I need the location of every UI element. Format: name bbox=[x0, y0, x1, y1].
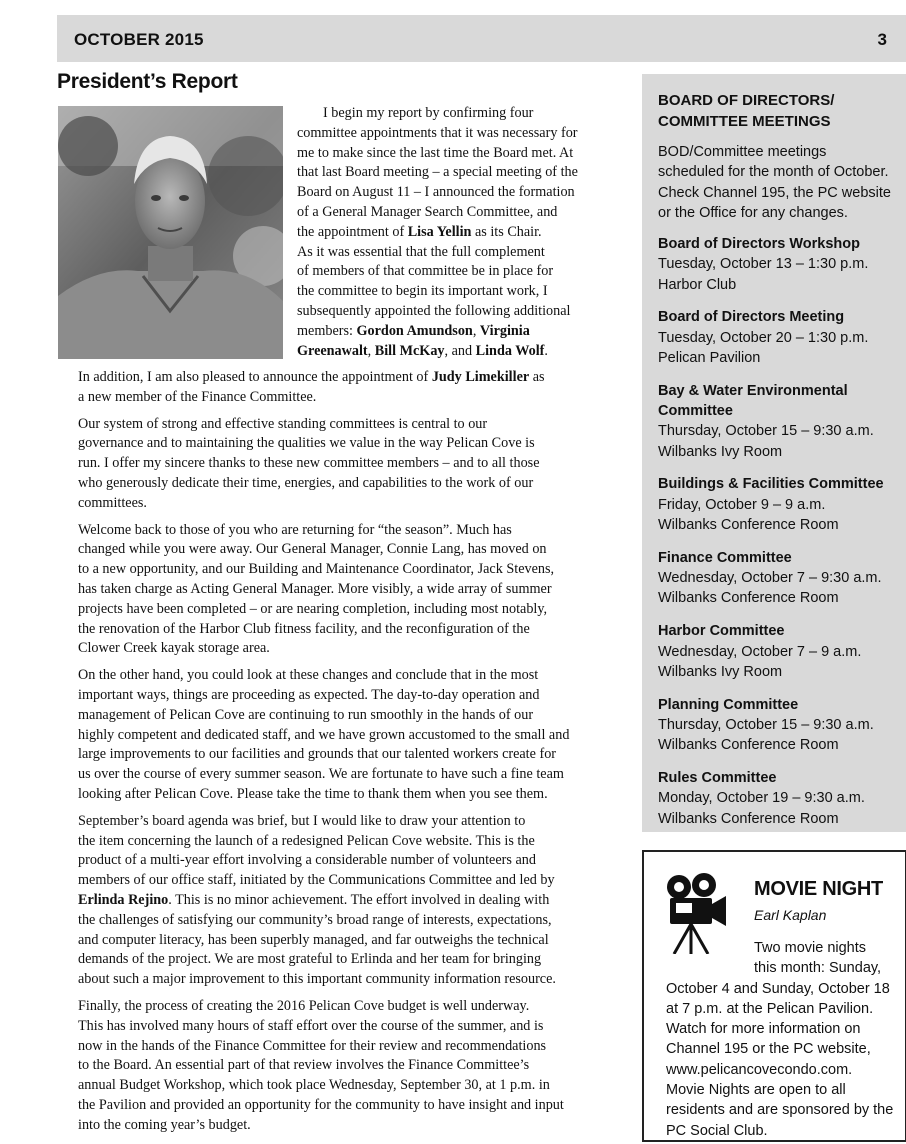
sidebar-title-line: COMMITTEE MEETINGS bbox=[658, 113, 831, 130]
body-line bbox=[57, 540, 627, 560]
meeting-time: Tuesday, October 13 – 1:30 p.m. bbox=[658, 256, 869, 273]
text-run: demands of the project. We are most grateful to Erlinda and her team for bringing bbox=[78, 951, 542, 968]
meeting-location: Harbor Club bbox=[658, 276, 737, 293]
meeting-name: Planning Committee bbox=[658, 696, 799, 713]
bold-name: Lisa Yellin bbox=[407, 223, 472, 240]
text-run: projects have been completed – or are nearing completion, including most notably, bbox=[78, 600, 548, 617]
bold-name: Linda Wolf bbox=[475, 342, 545, 359]
sidebar-title bbox=[658, 90, 834, 132]
body-line bbox=[57, 474, 627, 494]
body-line bbox=[57, 931, 627, 951]
body-line bbox=[57, 911, 627, 931]
intro-line bbox=[297, 262, 627, 282]
meeting-location: Pelican Pavilion bbox=[658, 349, 761, 366]
meeting-location: Wilbanks Conference Room bbox=[658, 810, 839, 827]
meeting-name: Board of Directors Workshop bbox=[658, 236, 860, 252]
body-line bbox=[57, 706, 627, 726]
sidebar-intro-line: or the Office for any changes. bbox=[658, 204, 848, 221]
body-paragraph bbox=[57, 812, 627, 990]
body-line bbox=[57, 726, 627, 746]
text-run: highly competent and dedicated staff, and we have grown accustomed to the small and bbox=[78, 726, 570, 743]
sidebar-intro-line: Check Channel 195, the PC website bbox=[658, 184, 891, 201]
bold-name: Gordon Amundson bbox=[356, 322, 473, 339]
text-run: members: bbox=[297, 322, 357, 339]
meeting-time: Wednesday, October 7 – 9 a.m. bbox=[658, 643, 862, 660]
text-run: committees. bbox=[78, 494, 147, 511]
meeting-time: Friday, October 9 – 9 a.m. bbox=[658, 496, 826, 513]
meeting-item bbox=[658, 621, 884, 682]
text-run: us over the course of every summer season. We are fortunate to have such a fine team bbox=[78, 766, 564, 783]
text-run: the item concerning the launch of a redesigned Pelican Cove website. This is the bbox=[78, 832, 535, 849]
bold-name: Erlinda Rejino bbox=[78, 891, 169, 908]
sidebar-intro bbox=[658, 142, 891, 223]
body-line bbox=[57, 1076, 627, 1096]
text-run: As it was essential that the full complement bbox=[297, 243, 545, 260]
body-line bbox=[57, 560, 627, 580]
text-run: important ways, things are proceeding as expected. The day-to-day operation and bbox=[78, 686, 540, 703]
text-run: . This is no minor achievement. The effort involved in dealing with bbox=[168, 891, 550, 908]
bold-name: Judy Limekiller bbox=[431, 369, 530, 385]
body-line bbox=[57, 785, 627, 805]
text-run: members of our office staff, initiated by the Communications Committee and led by bbox=[78, 872, 555, 889]
text-run: management of Pelican Cove are continuing to run smoothly in the hands of our bbox=[78, 706, 534, 723]
body-line bbox=[57, 639, 627, 659]
body-line bbox=[57, 521, 627, 541]
meeting-location: Wilbanks Conference Room bbox=[658, 590, 839, 607]
body-paragraph bbox=[57, 368, 627, 408]
article-intro bbox=[297, 104, 627, 361]
meeting-item bbox=[658, 768, 884, 829]
intro-line bbox=[297, 282, 627, 302]
text-run: the appointment of bbox=[297, 223, 408, 240]
body-line bbox=[57, 368, 627, 388]
intro-line bbox=[297, 302, 627, 322]
text-run: , bbox=[367, 342, 375, 359]
meeting-item bbox=[658, 234, 884, 295]
text-run: looking after Pelican Cove. Please take the time to thank them when you see them. bbox=[78, 785, 548, 802]
intro-line bbox=[297, 342, 627, 362]
text-run: as its Chair. bbox=[471, 223, 542, 240]
meeting-time: Tuesday, October 20 – 1:30 p.m. bbox=[658, 329, 869, 346]
meeting-location: Wilbanks Conference Room bbox=[658, 517, 839, 534]
body-line bbox=[57, 832, 627, 852]
movie-night-box bbox=[642, 850, 906, 1142]
body-line bbox=[57, 1056, 627, 1076]
text-run: about such a major improvement to this important community information resource. bbox=[78, 971, 556, 988]
movie-night-text bbox=[666, 938, 902, 1141]
movie-text-line: www.pelicancovecondo.com. bbox=[666, 1061, 853, 1078]
bold-name: Greenawalt bbox=[297, 342, 368, 359]
body-line bbox=[57, 1096, 627, 1116]
body-paragraph bbox=[57, 666, 627, 805]
meeting-item bbox=[658, 381, 884, 462]
text-run: a new member of the Finance Committee. bbox=[78, 388, 317, 405]
intro-line bbox=[297, 223, 627, 243]
text-run: governance and to maintaining the qualities we value in the way Pelican Cove is bbox=[78, 435, 535, 452]
text-run: the renovation of the Harbor Club fitness facility, and the reconfiguration of the bbox=[78, 620, 530, 637]
body-line bbox=[57, 970, 627, 990]
body-line bbox=[57, 950, 627, 970]
text-run: of members of that committee be in place for bbox=[297, 263, 554, 280]
text-run: , and bbox=[444, 342, 476, 359]
meeting-name: Harbor Committee bbox=[658, 623, 785, 640]
meeting-name: Board of Directors Meeting bbox=[658, 309, 845, 326]
body-line bbox=[57, 415, 627, 435]
body-line bbox=[57, 745, 627, 765]
body-line bbox=[57, 851, 627, 871]
body-line bbox=[57, 600, 627, 620]
body-line bbox=[57, 871, 627, 891]
text-run: , bbox=[472, 322, 480, 339]
text-run: . bbox=[544, 342, 548, 359]
movie-night-author: Earl Kaplan bbox=[754, 907, 827, 923]
intro-line bbox=[297, 322, 627, 342]
intro-line bbox=[297, 104, 627, 124]
meeting-item bbox=[658, 548, 884, 609]
meeting-name: Finance Committee bbox=[658, 549, 792, 566]
movie-text-line: PC Social Club. bbox=[666, 1122, 768, 1139]
body-line bbox=[57, 1116, 627, 1136]
intro-line bbox=[297, 124, 627, 144]
body-paragraph bbox=[57, 997, 627, 1136]
text-run: run. I offer my sincere thanks to these new committee members – and to all those bbox=[78, 455, 540, 472]
intro-line bbox=[297, 203, 627, 223]
meeting-item bbox=[658, 307, 884, 368]
meeting-item bbox=[658, 695, 884, 756]
sidebar-title-line: BOARD OF DIRECTORS/ bbox=[658, 92, 835, 109]
meetings-sidebar bbox=[642, 74, 906, 832]
text-run: large improvements to our facilities and grounds that our talented workers create for bbox=[78, 746, 557, 763]
text-run: into the coming year’s budget. bbox=[78, 1116, 251, 1133]
intro-line bbox=[297, 163, 627, 183]
body-paragraph bbox=[57, 415, 627, 514]
meeting-time: Monday, October 19 – 9:30 a.m. bbox=[658, 790, 865, 807]
text-run: I begin my report by confirming four bbox=[323, 105, 534, 121]
text-run: Clower Creek kayak storage area. bbox=[78, 640, 270, 657]
text-run: committee appointments that it was necessary for bbox=[297, 124, 578, 141]
page-number: 3 bbox=[877, 30, 887, 49]
movie-text-line: Two movie nights bbox=[754, 940, 867, 956]
text-run: to a new opportunity, and our Building and Maintenance Coordinator, Jack Stevens, bbox=[78, 561, 555, 578]
text-run: Finally, the process of creating the 2016 Pelican Cove budget is well underway. bbox=[78, 997, 530, 1014]
body-line bbox=[57, 997, 627, 1017]
meeting-name: Bay & Water Environmental bbox=[658, 382, 848, 399]
text-run: as bbox=[529, 369, 545, 385]
body-line bbox=[57, 580, 627, 600]
meeting-item bbox=[658, 474, 884, 535]
intro-line bbox=[297, 183, 627, 203]
body-line bbox=[57, 812, 627, 832]
text-run: September’s board agenda was brief, but I would like to draw your attention to bbox=[78, 812, 526, 829]
body-line bbox=[57, 494, 627, 514]
body-paragraph bbox=[57, 521, 627, 660]
movie-text-line: Channel 195 or the PC website, bbox=[666, 1041, 871, 1058]
text-run: This has involved many hours of staff effort over the course of the summer, and is bbox=[78, 1017, 544, 1034]
sidebar-intro-line: scheduled for the month of October. bbox=[658, 164, 889, 181]
meeting-location: Wilbanks Ivy Room bbox=[658, 443, 783, 460]
meeting-name: Committee bbox=[658, 403, 733, 420]
text-run: In addition, I am also pleased to announce the appointment of bbox=[78, 369, 432, 385]
text-run: and computer literacy, has been superbly managed, and far outweighs the technical bbox=[78, 931, 549, 948]
issue-date: OCTOBER 2015 bbox=[74, 30, 204, 49]
movie-night-title: MOVIE NIGHT bbox=[754, 878, 883, 900]
text-run: the committee to begin its important work, I bbox=[297, 283, 548, 300]
meeting-time: Thursday, October 15 – 9:30 a.m. bbox=[658, 423, 874, 440]
body-line bbox=[57, 620, 627, 640]
text-run: Welcome back to those of you who are returning for “the season”. Much has bbox=[78, 521, 512, 538]
text-run: the Pavilion and provided an opportunity for the community to have insight and input bbox=[78, 1096, 564, 1113]
meeting-name: Buildings & Facilities Committee bbox=[658, 476, 884, 493]
text-run: has taken charge as Acting General Manager. More visibly, a wide array of summer bbox=[78, 580, 552, 597]
bold-name: Virginia bbox=[479, 322, 530, 339]
text-run: annual Budget Workshop, which took place Wednesday, September 30, at 1 p.m. in bbox=[78, 1077, 550, 1094]
text-run: to the Board. An essential part of that review involves the Finance Committee’s bbox=[78, 1057, 530, 1074]
body-line bbox=[57, 388, 627, 408]
text-run: now in the hands of the Finance Committee for their review and recommendations bbox=[78, 1037, 547, 1054]
text-run: of a General Manager Search Committee, and bbox=[297, 203, 558, 220]
intro-line bbox=[297, 144, 627, 164]
movie-text-line: this month: Sunday, bbox=[754, 960, 882, 977]
meeting-location: Wilbanks Conference Room bbox=[658, 737, 839, 754]
text-run: subsequently appointed the following additional bbox=[297, 302, 571, 319]
body-line bbox=[57, 1017, 627, 1037]
text-run: Board on August 11 – I announced the formation bbox=[297, 184, 575, 201]
text-run: the challenges of satisfying our community’s broad range of interests, expectations, bbox=[78, 911, 552, 928]
movie-text-line: Movie Nights are open to all bbox=[666, 1082, 846, 1099]
meeting-location: Wilbanks Ivy Room bbox=[658, 663, 783, 680]
body-line bbox=[57, 765, 627, 785]
body-line bbox=[57, 891, 627, 911]
body-line bbox=[57, 454, 627, 474]
intro-line bbox=[297, 243, 627, 263]
meeting-list bbox=[658, 234, 884, 841]
movie-text-line: Watch for more information on bbox=[666, 1021, 861, 1038]
body-line bbox=[57, 686, 627, 706]
president-photo bbox=[58, 106, 283, 359]
text-run: product of a multi-year effort involving a considerable number of volunteers and bbox=[78, 852, 536, 869]
movie-text-line: residents and are sponsored by the bbox=[666, 1102, 894, 1119]
body-line bbox=[57, 1037, 627, 1057]
text-run: that last Board meeting – a special meeting of the bbox=[297, 164, 578, 181]
page-header bbox=[57, 15, 906, 62]
text-run: changed while you were away. Our General Manager, Connie Lang, has moved on bbox=[78, 541, 547, 558]
movie-text-line: at 7 p.m. at the Pelican Pavilion. bbox=[666, 1000, 874, 1017]
bold-name: Bill McKay bbox=[374, 342, 445, 359]
meeting-time: Thursday, October 15 – 9:30 a.m. bbox=[658, 716, 874, 733]
article-body bbox=[57, 368, 627, 1142]
meeting-time: Wednesday, October 7 – 9:30 a.m. bbox=[658, 570, 882, 587]
sidebar-intro-line: BOD/Committee meetings bbox=[658, 144, 827, 160]
text-run: On the other hand, you could look at these changes and conclude that in the most bbox=[78, 667, 539, 684]
article-title: President’s Report bbox=[57, 70, 238, 93]
text-run: Our system of strong and effective standing committees is central to our bbox=[78, 415, 488, 432]
meeting-name: Rules Committee bbox=[658, 770, 777, 787]
movie-text-line: October 4 and Sunday, October 18 bbox=[666, 980, 890, 997]
text-run: me to make since the last time the Board met. At bbox=[297, 144, 574, 161]
body-line bbox=[57, 434, 627, 454]
body-line bbox=[57, 666, 627, 686]
text-run: who generously dedicate their time, energies, and capabilities to the work of our bbox=[78, 474, 534, 491]
